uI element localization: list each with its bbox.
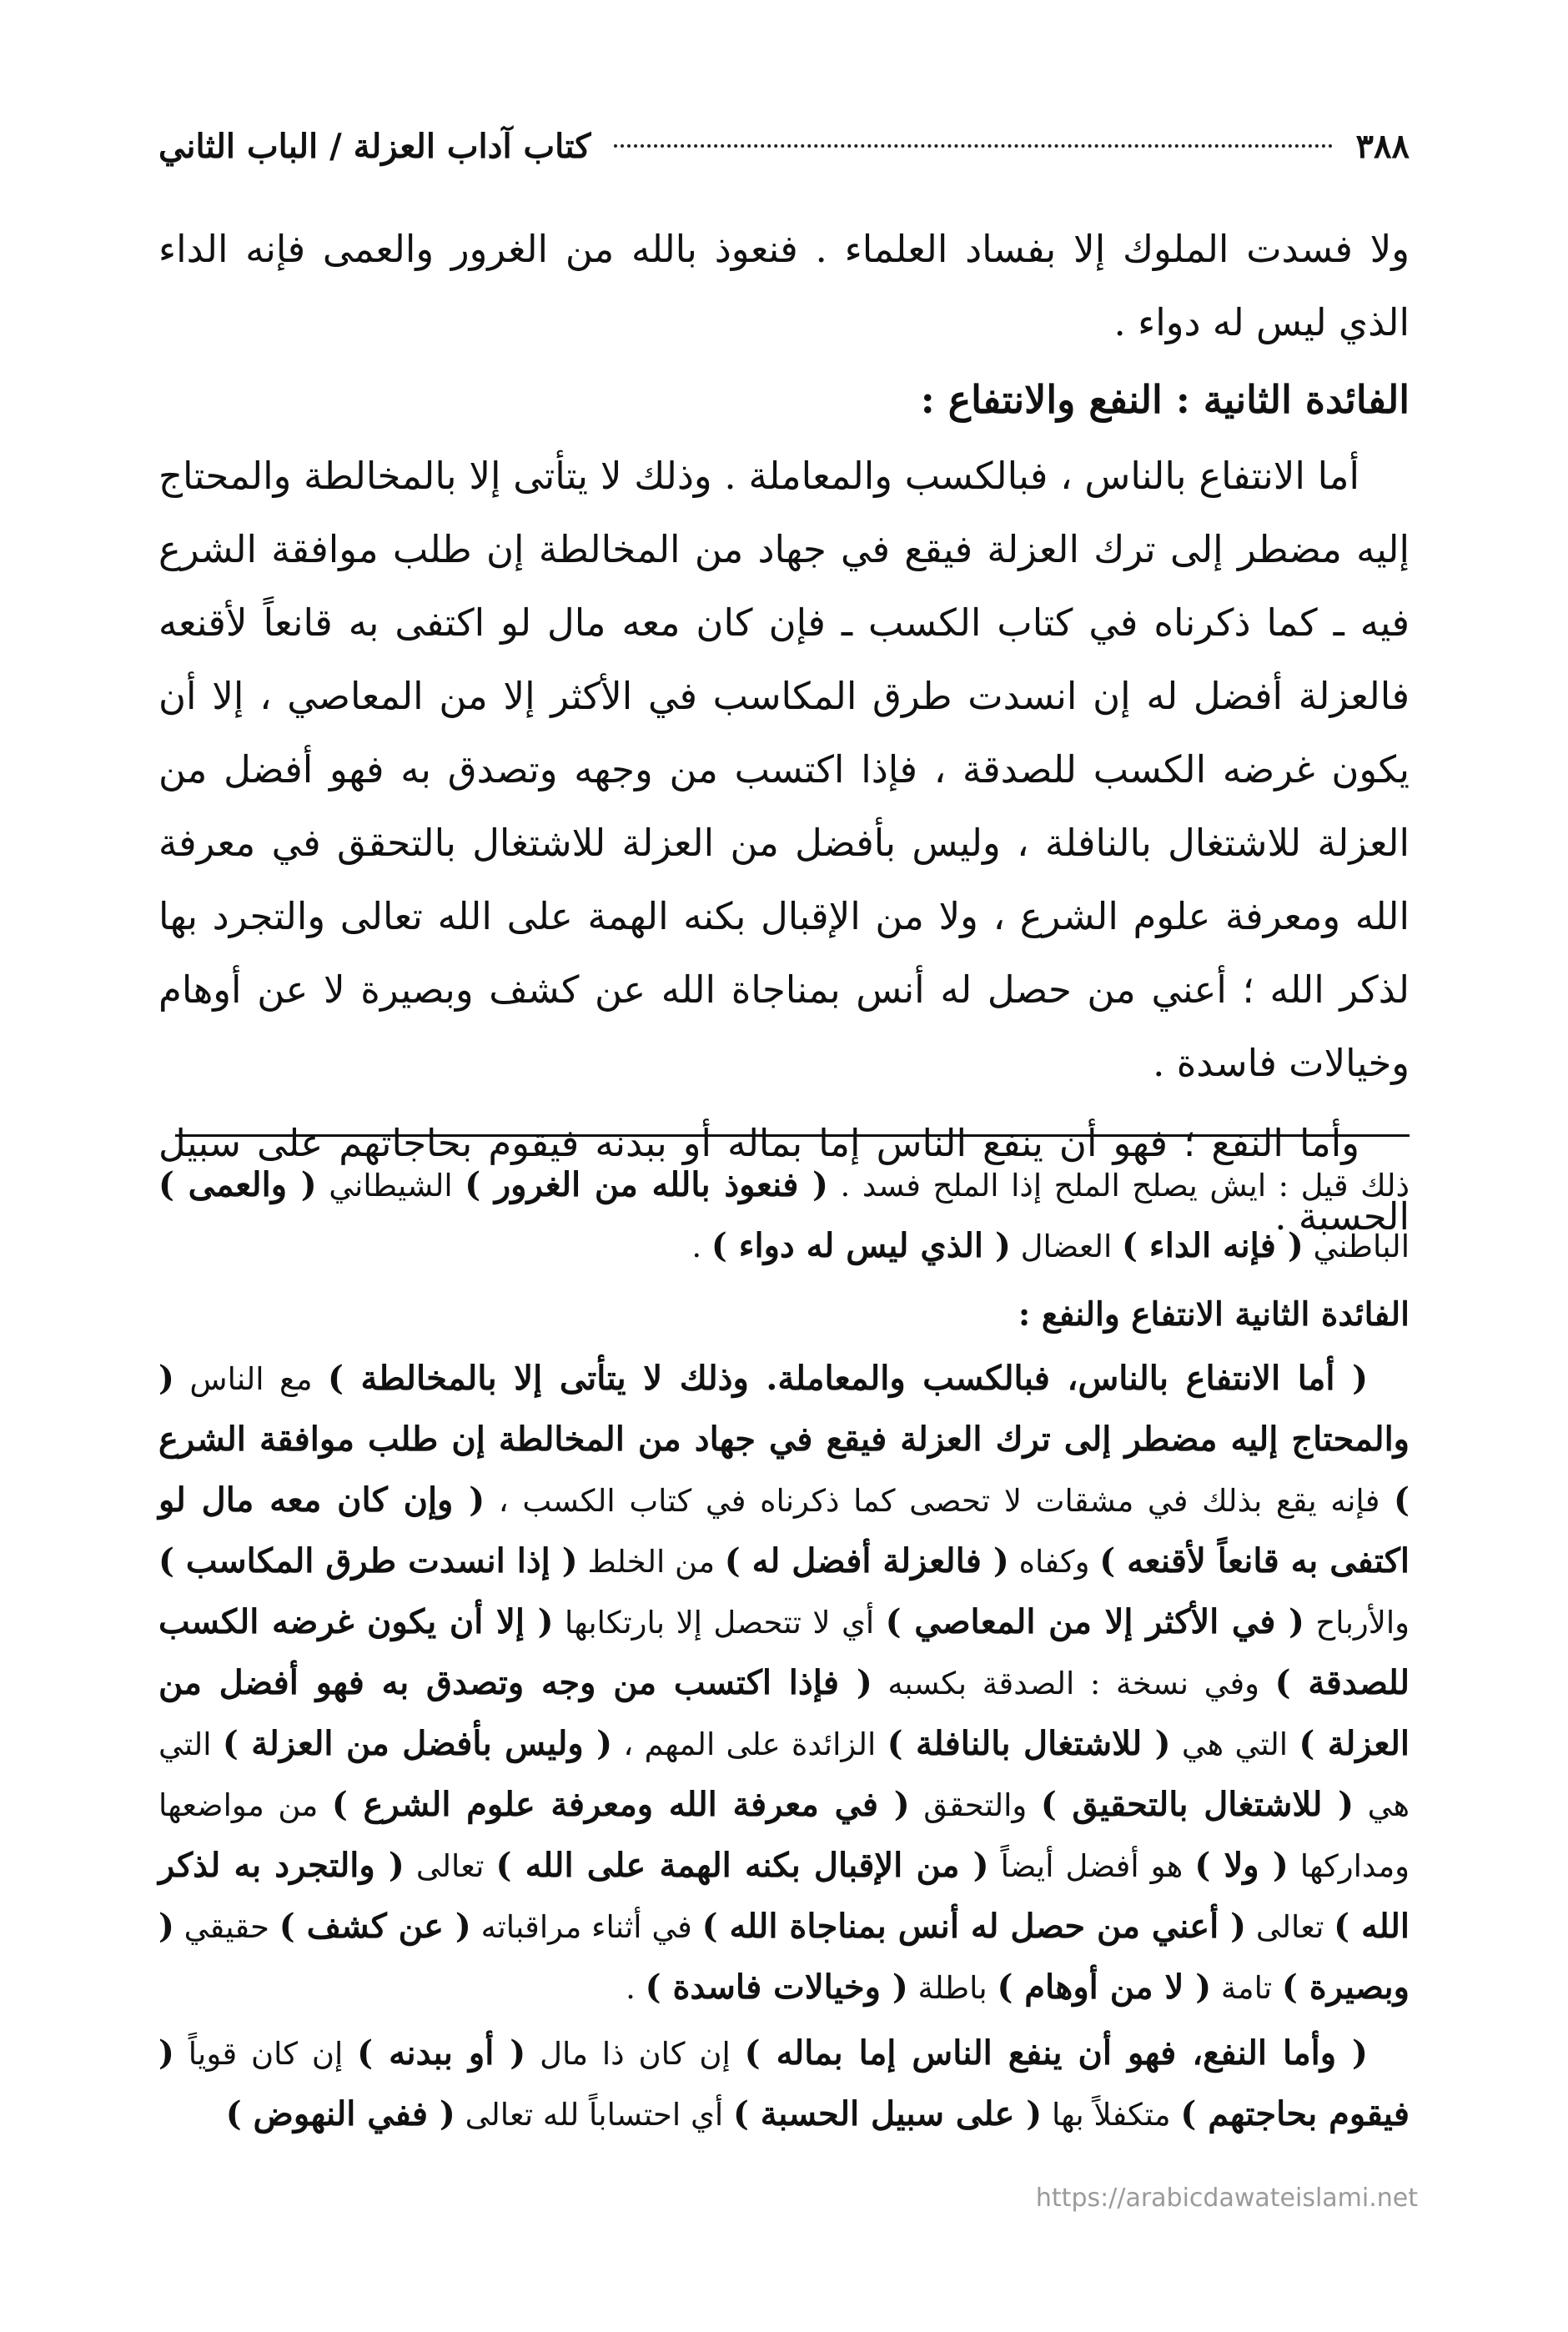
commentary-run: حقيقي bbox=[173, 1909, 279, 1945]
opening-paragraph: ولا فسدت الملوك إلا بفساد العلماء . فنعوذ بالله من الغرور والعمى فإنه الداء الذي ليس له دواء . bbox=[158, 227, 1410, 344]
commentary-run: وفي نسخة : الصدقة بكسبه bbox=[872, 1666, 1275, 1701]
quoted-matn: ( والتجرد به لذكر الله ) bbox=[158, 1846, 1410, 1946]
commentary-run: من الخلط bbox=[577, 1544, 725, 1580]
watermark-url: https://arabicdawateislami.net bbox=[1035, 2184, 1418, 2213]
header-dotted-leader bbox=[614, 144, 1332, 148]
quoted-matn: ( فالعزلة أفضل له ) bbox=[724, 1541, 1009, 1581]
commentary-run: من مواضعها ومداركها bbox=[158, 1787, 1410, 1884]
commentary-run: باطلة bbox=[907, 1970, 998, 2006]
commentary-run: متكفلاً بها bbox=[1042, 2097, 1181, 2133]
main-paragraph: أما الانتفاع بالناس ، فبالكسب والمعاملة . وذلك لا يتأتى إلا بالمخالطة والمحتاج إليه مضطر إلى ترك العزلة فيقع في جهاد من المخالطة إن طلب موافقة الشرع فيه ـ كما ذكرناه في كتاب الكسب ـ فإن كان معه مال لو اكتفى به قانعاً لأقنعه فالعزلة أفضل له إن انسدت طرق المكاسب في الأكثر إلا من المعاصي ، إلا أن يكون غرضه الكسب للصدقة ، فإذا اكتسب من وجهه وتصدق به فهو أفضل من العزلة للاشتغال بالنافلة ، وليس بأفضل من العزلة للاشتغال بالتحقق في معرفة الله ومعرفة علوم الشرع ، ولا من الإقبال بكنه الهمة على الله تعالى والتجرد بها لذكر الله ؛ أعني من حصل له أنس بمناجاة الله عن كشف وبصيرة لا عن أوهام وخيالات فاسدة . bbox=[158, 454, 1410, 1085]
quoted-matn: ( من الإقبال بكنه الهمة على الله ) bbox=[495, 1846, 989, 1885]
quoted-matn: ( أعني من حصل له أنس بمناجاة الله ) bbox=[701, 1907, 1247, 1946]
quoted-matn: ( والمحتاج إليه مضطر إلى ترك العزلة فيقع في جهاد من المخالطة إن طلب موافقة الشرع ) bbox=[158, 1359, 1410, 1520]
commentary-run: مع الناس bbox=[173, 1361, 328, 1397]
page-number: ٣٨٨ bbox=[1355, 126, 1410, 166]
commentary-run: . bbox=[626, 1970, 646, 2006]
commentary-text bbox=[158, 1155, 1410, 2150]
quoted-matn: ( والعمى ) bbox=[158, 1165, 317, 1204]
quoted-matn: ( إلا أن يكون غرضه الكسب للصدقة ) bbox=[158, 1602, 1410, 1702]
commentary-run: الزائدة على المهم ، bbox=[612, 1726, 887, 1762]
commentary-run: والأرباح bbox=[1304, 1605, 1410, 1641]
commentary-run: فإنه يقع بذلك في مشقات لا تحصى كما ذكرناه في كتاب الكسب ، bbox=[485, 1483, 1395, 1519]
quoted-matn: ( فيقوم بحاجتهم ) bbox=[158, 2033, 1410, 2133]
commentary-run: ذلك قيل : ايش يصلح الملح إذا الملح فسد . bbox=[827, 1168, 1410, 1204]
commentary-paragraph bbox=[158, 1155, 1410, 1277]
quoted-matn: ( فإذا اكتسب من وجه وتصدق به فهو أفضل من العزلة ) bbox=[158, 1663, 1410, 1763]
quoted-matn: ( وبصيرة ) bbox=[158, 1907, 1410, 2007]
commentary-run: تعالى bbox=[404, 1848, 496, 1884]
quoted-matn: ( فنعوذ بالله من الغرور ) bbox=[465, 1165, 828, 1204]
commentary-run: العضال bbox=[1010, 1229, 1123, 1264]
commentary-run: إن كان قوياً bbox=[173, 2036, 358, 2072]
commentary-paragraph bbox=[158, 2023, 1410, 2145]
commentary-run: التي هي bbox=[1170, 1726, 1299, 1762]
commentary-paragraph bbox=[158, 1349, 1410, 2018]
quoted-matn: ( وإن كان معه مال لو اكتفى به قانعاً لأقنعه ) bbox=[158, 1480, 1410, 1581]
main-paragraph-2: وأما النفع ؛ فهو أن ينفع الناس إما بماله أو ببدنه فيقوم بحاجاتهم على سبيل الحسبة . bbox=[158, 1121, 1410, 1239]
quoted-matn: ( على سبيل الحسبة ) bbox=[732, 2094, 1043, 2133]
commentary-run: . bbox=[691, 1229, 711, 1264]
commentary-run: والتحقق bbox=[909, 1787, 1041, 1823]
quoted-matn: ( في الأكثر إلا من المعاصي ) bbox=[885, 1602, 1304, 1641]
commentary-run: أي لا تتحصل إلا بارتكابها bbox=[553, 1605, 886, 1641]
page-header bbox=[158, 117, 1410, 175]
commentary-run: تامة bbox=[1211, 1970, 1282, 2006]
commentary-run: هو أفضل أيضاً bbox=[988, 1848, 1195, 1884]
commentary-run: أي احتساباً لله تعالى bbox=[455, 2097, 733, 2133]
quoted-matn: ( الذي ليس له دواء ) bbox=[711, 1226, 1011, 1265]
commentary-divider bbox=[175, 1134, 1410, 1137]
quoted-matn: ( أما الانتفاع بالناس، فبالكسب والمعاملة. وذلك لا يتأتى إلا بالمخالطة ) bbox=[328, 1359, 1369, 1398]
commentary-run: في أثناء مراقباته bbox=[470, 1909, 702, 1945]
quoted-matn: ( وليس بأفضل من العزلة ) bbox=[222, 1724, 613, 1763]
commentary-run: إن كان ذا مال bbox=[525, 2036, 745, 2072]
quoted-matn: ( للاشتغال بالتحقيق ) bbox=[1040, 1785, 1354, 1824]
quoted-matn: ( عن كشف ) bbox=[279, 1907, 471, 1946]
quoted-matn: ( للاشتغال بالنافلة ) bbox=[887, 1724, 1171, 1763]
quoted-matn: ( إذا انسدت طرق المكاسب ) bbox=[158, 1541, 578, 1581]
main-text bbox=[158, 213, 1410, 1254]
commentary-heading: الفائدة الثانية الانتفاع والنفع : bbox=[1018, 1295, 1410, 1334]
quoted-matn: ( أو ببدنه ) bbox=[357, 2033, 526, 2073]
quoted-matn: ( فإنه الداء ) bbox=[1122, 1226, 1304, 1265]
quoted-matn: ( وأما النفع، فهو أن ينفع الناس إما بماله ) bbox=[744, 2033, 1368, 2073]
running-title: كتاب آداب العزلة / الباب الثاني bbox=[158, 126, 591, 166]
quoted-matn: ( في معرفة الله ومعرفة علوم الشرع ) bbox=[331, 1785, 910, 1824]
quoted-matn: ( لا من أوهام ) bbox=[997, 1968, 1212, 2007]
section-heading: الفائدة الثانية : النفع والانتفاع : bbox=[920, 377, 1410, 422]
commentary-run: الباطني bbox=[1303, 1229, 1410, 1264]
commentary-run: الشيطاني bbox=[316, 1168, 465, 1204]
quoted-matn: ( ففي النهوض ) bbox=[225, 2094, 455, 2133]
commentary-run: التي هي bbox=[158, 1726, 1410, 1823]
commentary-run: وكفاه bbox=[1008, 1544, 1100, 1580]
quoted-matn: ( ولا ) bbox=[1194, 1846, 1289, 1885]
quoted-matn: ( وخيالات فاسدة ) bbox=[645, 1968, 908, 2007]
commentary-run: تعالى bbox=[1246, 1909, 1334, 1945]
